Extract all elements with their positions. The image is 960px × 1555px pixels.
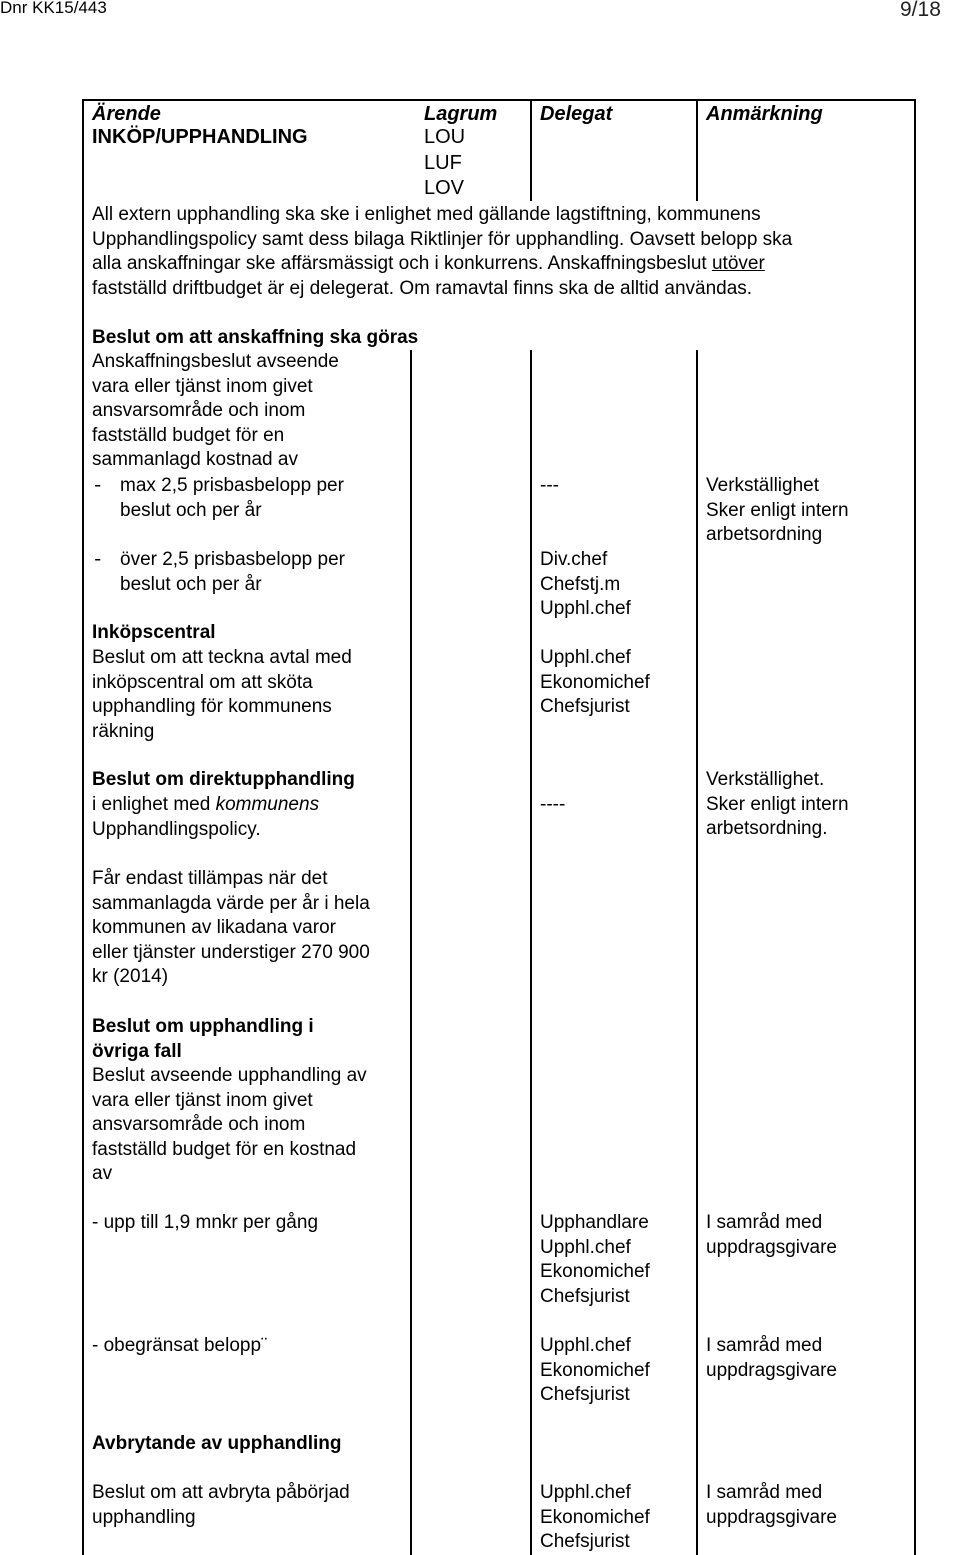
anm-line: arbetsordning. [706, 818, 828, 840]
lagrum-item: LOV [424, 177, 465, 199]
anskaffning-item-over [120, 548, 345, 597]
direkt-note [92, 867, 370, 990]
inkopscentral-title: Inköpscentral [92, 622, 216, 643]
delegat-line: Upphl.chef [540, 1482, 631, 1503]
lagrum-item: LOU [424, 126, 466, 148]
desc-line: Anskaffningsbeslut avseende [92, 351, 339, 372]
desc-text: i enlighet med [92, 794, 216, 815]
anm-line: I samråd med [706, 1212, 823, 1233]
delegat-line: Upphl.chef [540, 1236, 631, 1258]
column-header-arende: Ärende [92, 103, 161, 125]
anskaffning-max-delegat: --- [540, 475, 559, 496]
desc-line: vara eller tjänst inom givet [92, 1089, 313, 1111]
ovriga-item-obegransat: - obegränsat belopp¨ [92, 1335, 268, 1356]
direkt-description [92, 793, 319, 842]
ovriga-upp-till-delegat [540, 1211, 650, 1309]
item-line: max 2,5 prisbasbelopp per [120, 475, 344, 496]
desc-line: ansvarsområde och inom [92, 1114, 306, 1136]
anm-line: arbetsordning [706, 524, 823, 546]
header-divider-lagrum [530, 99, 532, 201]
anm-line: Verkställighet. [706, 769, 825, 790]
item-line: över 2,5 prisbasbelopp per [120, 549, 345, 570]
intro-text: alla anskaffningar ske affärsmässigt och i konkurrens. Anskaffningsbeslut [92, 253, 712, 275]
item-line: beslut och per år [120, 573, 262, 595]
delegat-line: Chefstj.m [540, 573, 621, 595]
column-header-anmarkning: Anmärkning [706, 103, 823, 125]
ovriga-upp-till-anmarkning [706, 1211, 837, 1260]
desc-line: Beslut avseende upphandling av [92, 1065, 367, 1086]
delegat-line: Upphl.chef [540, 1335, 631, 1356]
column-header-delegat: Delegat [540, 103, 613, 125]
delegat-line: Upphl.chef [540, 647, 631, 668]
section-title: INKÖP/UPPHANDLING [92, 126, 308, 148]
desc-line: fastställd budget för en [92, 424, 285, 446]
ovriga-obegransat-delegat [540, 1334, 650, 1408]
intro-paragraph [92, 203, 792, 301]
delegat-line: Chefsjurist [540, 1531, 630, 1553]
anm-line: Verkställighet [706, 475, 820, 496]
ovriga-title [92, 1015, 314, 1064]
delegat-line: Upphl.chef [540, 598, 631, 620]
desc-line: Upphandlingspolicy. [92, 818, 261, 840]
note-line: kommunen av likadana varor [92, 917, 336, 939]
ovriga-item-upp-till: - upp till 1,9 mnkr per gång [92, 1212, 319, 1233]
anm-line: Sker enligt intern [706, 793, 849, 815]
anskaffning-max-anmarkning [706, 474, 849, 548]
note-line: Får endast tillämpas när det [92, 868, 328, 889]
desc-line: Beslut om att teckna avtal med [92, 647, 352, 668]
desc-line: fastställd budget för en kostnad [92, 1138, 357, 1160]
avbrytande-delegat [540, 1481, 650, 1555]
desc-italic-text: kommunens [215, 794, 320, 815]
intro-line: fastställd driftbudget är ej delegerat. Om ramavtal finns ska de alltid användas. [92, 277, 753, 299]
delegat-line: Ekonomichef [540, 1261, 650, 1283]
column-header-lagrum: Lagrum [424, 103, 498, 125]
delegat-line: Div.chef [540, 549, 608, 570]
table-left-border [82, 99, 84, 1555]
desc-line: sammanlagd kostnad av [92, 449, 298, 471]
column-divider-delegat [530, 350, 532, 1555]
direkt-anmarkning [706, 768, 849, 842]
avbrytande-anmarkning [706, 1481, 837, 1530]
anm-line: uppdragsgivare [706, 1236, 837, 1258]
delegat-line: Ekonomichef [540, 1506, 650, 1528]
inkopscentral-description [92, 646, 352, 744]
list-dash: - [92, 475, 104, 497]
anskaffning-over-delegat [540, 548, 631, 622]
anm-line: I samråd med [706, 1482, 823, 1503]
desc-line: upphandling för kommunens [92, 696, 332, 718]
delegat-line: Chefsjurist [540, 696, 630, 718]
document-reference: Dnr KK15/443 [0, 0, 107, 17]
anskaffning-description [92, 350, 339, 473]
item-line: beslut och per år [120, 499, 262, 521]
intro-line [92, 252, 792, 277]
desc-line: av [92, 1163, 113, 1185]
note-line: sammanlagda värde per år i hela [92, 892, 370, 914]
anm-line: uppdragsgivare [706, 1506, 837, 1528]
note-line: kr (2014) [92, 966, 169, 988]
delegat-line: Upphandlare [540, 1212, 649, 1233]
desc-line: räkning [92, 720, 155, 742]
intro-underlined-word: utöver [711, 253, 765, 275]
table-right-border [914, 99, 916, 1555]
desc-line: inköpscentral om att sköta [92, 671, 313, 693]
direkt-delegat: ---- [540, 794, 566, 815]
avbrytande-title: Avbrytande av upphandling [92, 1433, 342, 1454]
desc-line [92, 793, 319, 818]
title-line: Beslut om upphandling i [92, 1016, 314, 1037]
note-line: eller tjänster understiger 270 900 [92, 941, 370, 963]
table-top-border [82, 99, 916, 101]
lagrum-list [424, 125, 465, 202]
anm-line: I samråd med [706, 1335, 823, 1356]
delegat-line: Chefsjurist [540, 1384, 630, 1406]
anskaffning-item-max [120, 474, 344, 523]
desc-line: Beslut om att avbryta påbörjad [92, 1482, 350, 1503]
column-divider-lagrum [410, 350, 412, 1555]
ovriga-obegransat-anmarkning [706, 1334, 837, 1383]
anm-line: Sker enligt intern [706, 499, 849, 521]
desc-line: vara eller tjänst inom givet [92, 375, 313, 397]
desc-line: ansvarsområde och inom [92, 400, 306, 422]
avbrytande-description [92, 1481, 350, 1530]
anskaffning-title: Beslut om att anskaffning ska göras [92, 327, 419, 348]
page-number: 9/18 [900, 0, 941, 21]
lagrum-item: LUF [424, 151, 462, 174]
inkopscentral-delegat [540, 646, 650, 720]
delegat-line: Chefsjurist [540, 1285, 630, 1307]
ovriga-description [92, 1064, 367, 1187]
list-dash: - [92, 549, 104, 571]
intro-line: All extern upphandling ska ske i enlighet med gällande lagstiftning, kommunens [92, 204, 761, 225]
title-line: övriga fall [92, 1040, 182, 1062]
column-divider-anmarkning [696, 350, 698, 1555]
desc-line: upphandling [92, 1506, 196, 1528]
anm-line: uppdragsgivare [706, 1359, 837, 1381]
intro-line: Upphandlingspolicy samt dess bilaga Riktlinjer för upphandling. Oavsett belopp ska [92, 228, 793, 250]
delegat-line: Ekonomichef [540, 671, 650, 693]
delegat-line: Ekonomichef [540, 1359, 650, 1381]
header-divider-delegat [696, 99, 698, 201]
direkt-title: Beslut om direktupphandling [92, 769, 355, 790]
